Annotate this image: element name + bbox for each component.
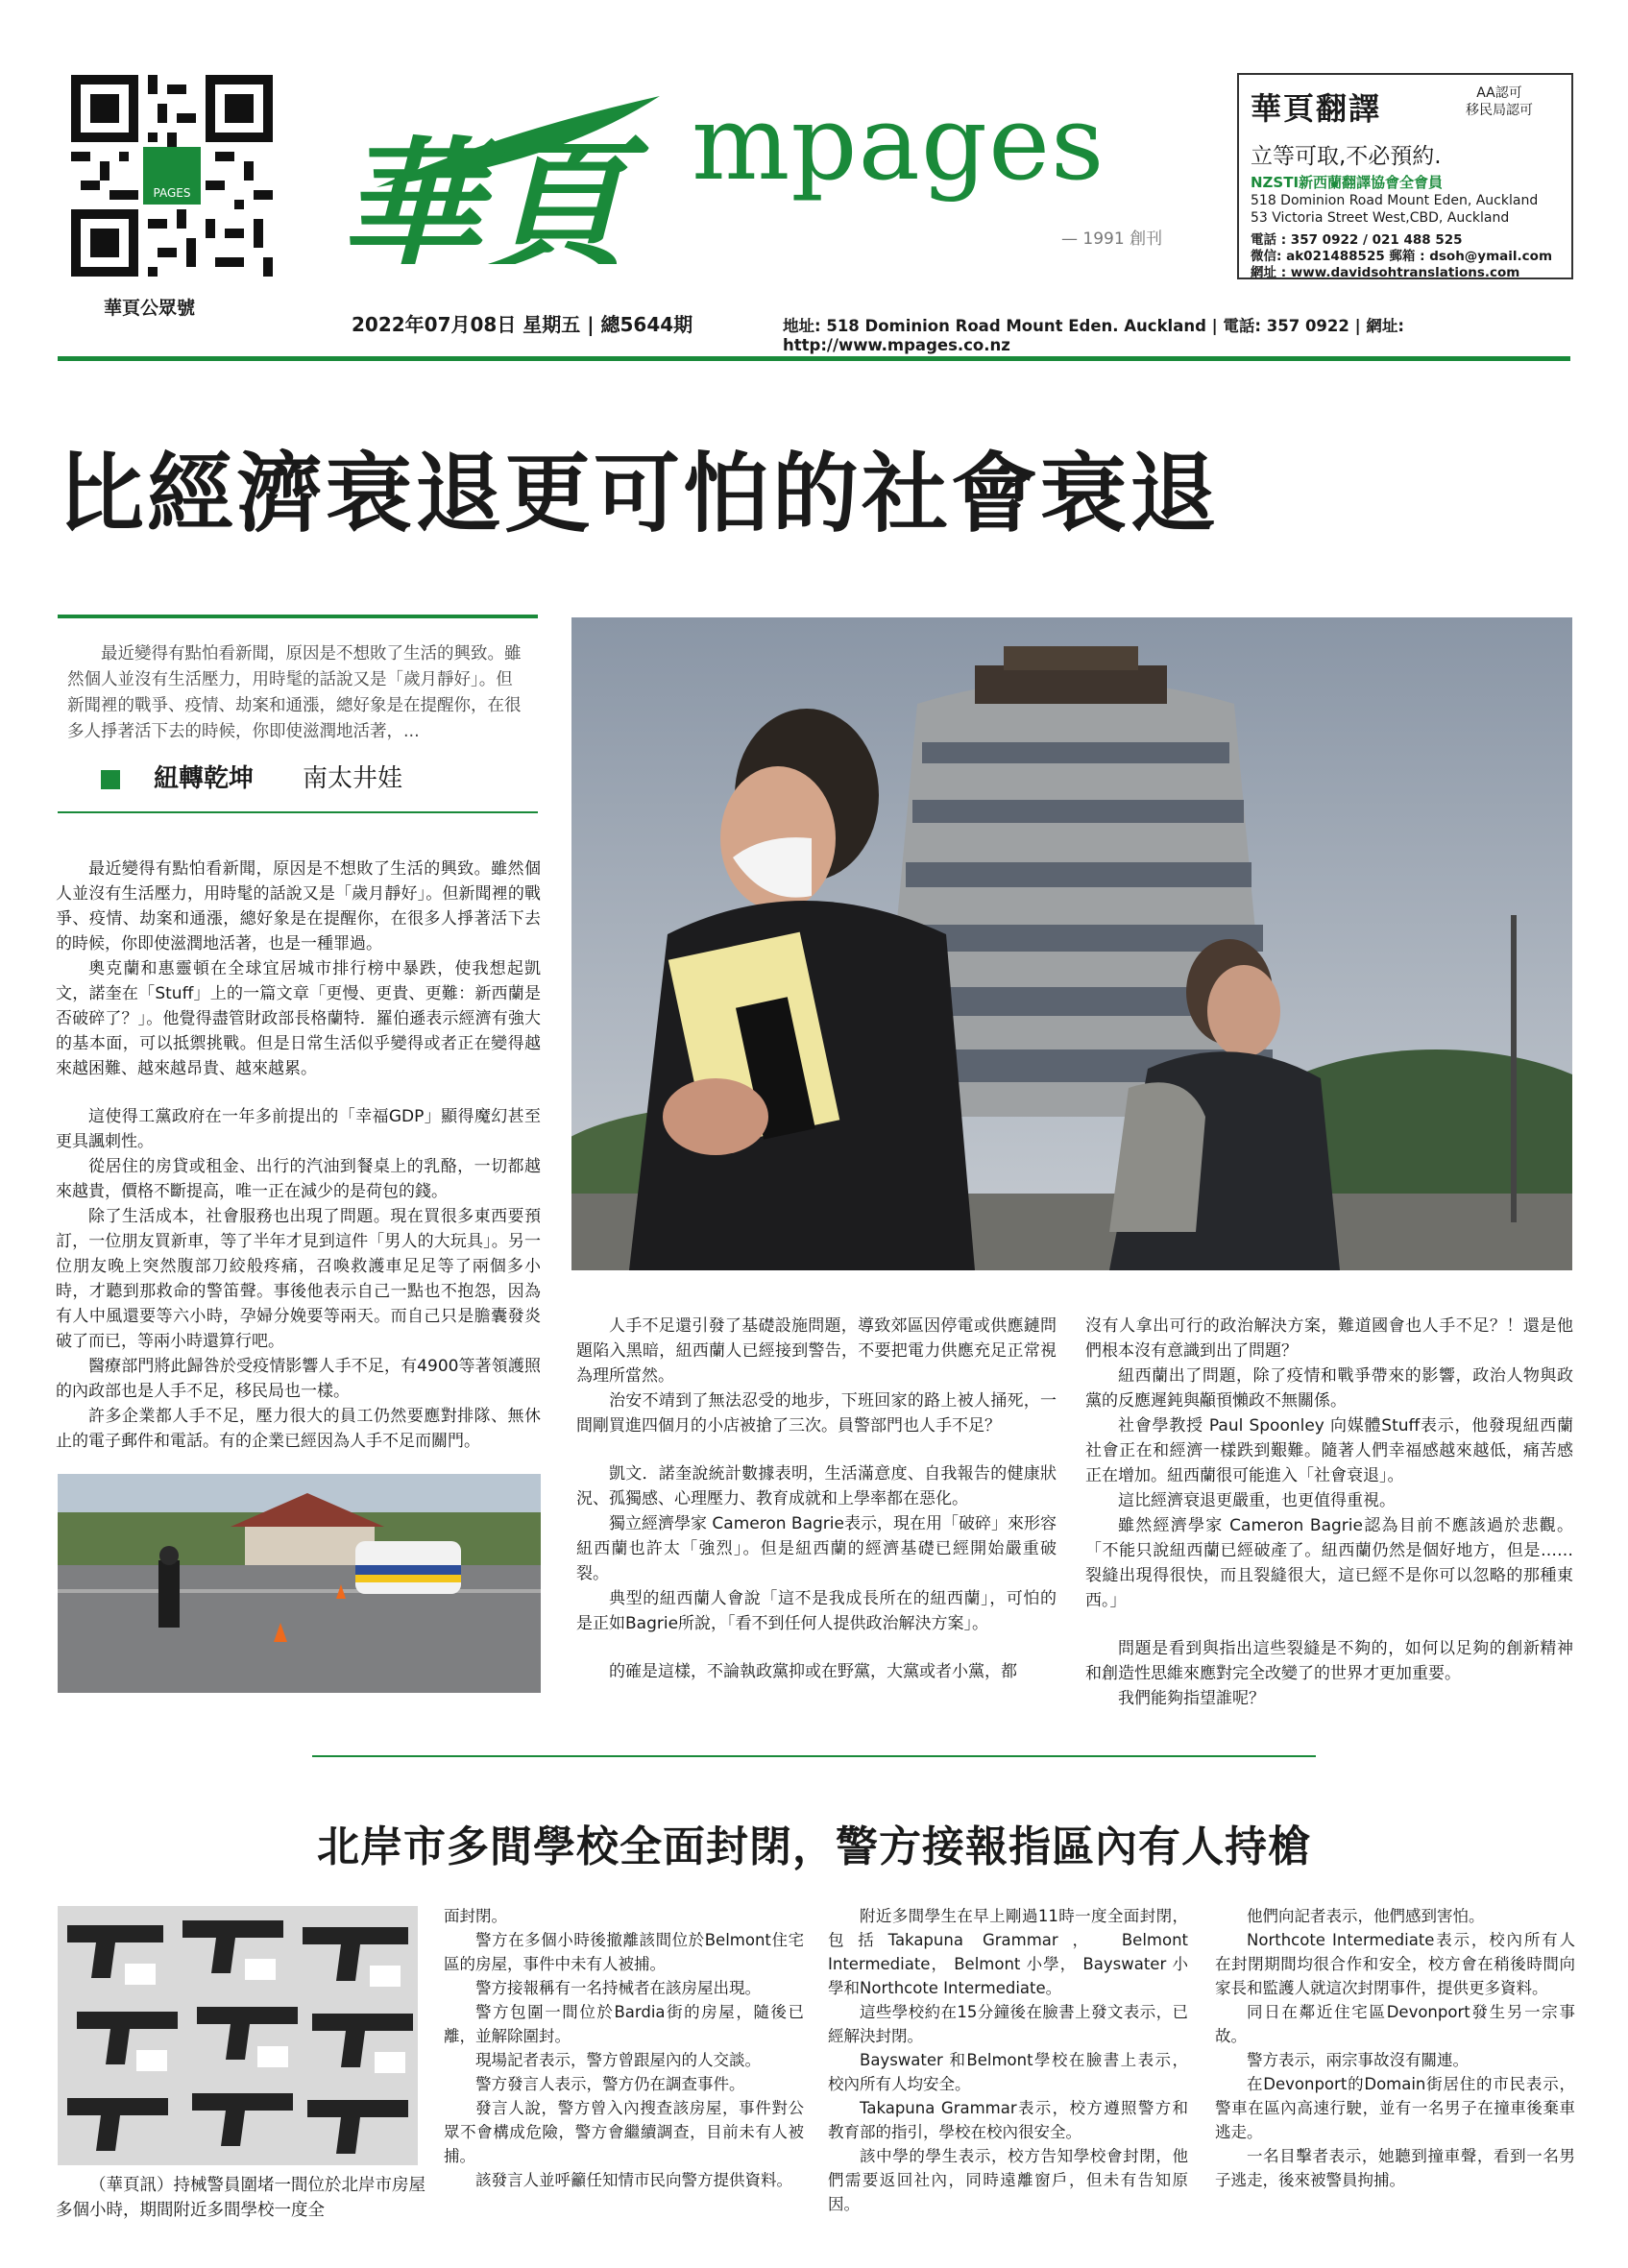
ad-wechat: 微信: ak021488525 郵箱 : dsoh@ymail.com — [1251, 249, 1553, 264]
ad-title: 華頁翻譯 — [1251, 90, 1382, 127]
paragraph: 這比經濟衰退更嚴重，也更值得重視。 — [1118, 1491, 1396, 1510]
ad-website: 網址 : www.davidsohtranslations.com — [1251, 265, 1520, 280]
paragraph: 我們能夠指望誰呢？ — [1118, 1689, 1265, 1708]
paragraph: 除了生活成本，社會服務也出現了問題。現在買很多東西要預訂，一位朋友買新車，等了半年才見到這件「男人的大玩具」。另一位朋友晚上突然腹部刀絞般疼痛，召喚救護車足足等了兩個多小時，才聽到那救命的警笛聲。事後他表示自己一點也不抱怨，因為有人中風還要等六小時，孕婦分娩要等兩天。而自己只是膽囊發炎破了而已，等兩小時還算行吧。 — [56, 1207, 541, 1351]
masthead-address: 地址: 518 Dominion Road Mount Eden. Auckland | 電話: 357 0922 | 網址: http://www.mpages.co.nz — [783, 317, 1404, 354]
article2-column2 — [828, 1904, 1188, 2216]
ad-badge-line1: AA認可 — [1476, 85, 1522, 101]
paragraph: 該發言人並呼籲任知情市民向警方提供資料。 — [475, 2171, 792, 2189]
paragraph: 許多企業都人手不足，壓力很大的員工仍然要應對排隊、無休止的電子郵件和電話。有的企業已經因為人手不足而關門。 — [56, 1407, 541, 1451]
guns-photo — [58, 1906, 418, 2165]
issue-date: 2022年07月08日 星期五 | 總5644期 — [352, 313, 693, 336]
article1-column2 — [576, 1314, 1057, 1684]
ad-slogan: 立等可取,不必預約. — [1251, 144, 1442, 169]
police-photo — [58, 1474, 541, 1693]
paragraph: 雖然經濟學家 Cameron Bagrie認為目前不應該過於悲觀。「不能只說紐西蘭已經破產了。紐西蘭仍然是個好地方，但是……裂縫出現得很快，而且裂縫很大，這已經不是你可以忽略的那種東西。」 — [1085, 1516, 1573, 1610]
paragraph: 問題是看到與指出這些裂縫是不夠的，如何以足夠的創新精神和創造性思維來應對完全改變了的世界才更加重要。 — [1085, 1639, 1573, 1683]
paragraph: Takapuna Grammar表示，校方遵照警方和教育部的指引，學校在校內很安全。 — [828, 2099, 1188, 2141]
paragraph: 人手不足還引發了基礎設施問題，導致郊區因停電或供應鏈問題陷入黑暗，紐西蘭人已經接到警告，不要把電力供應充足正常視為理所當然。 — [576, 1316, 1057, 1386]
photo-caption: （華頁訊）持械警員圍堵一間位於北岸市房屋多個小時，期間附近多間學校一度全 — [56, 2176, 425, 2220]
column-name: 紐轉乾坤 — [154, 764, 255, 793]
paragraph: 醫療部門將此歸咎於受疫情影響人手不足，有4900等著領護照的內政部也是人手不足，移民局也一樣。 — [56, 1357, 541, 1401]
author-name: 南太井娃 — [303, 764, 403, 793]
qr-logo-label: PAGES — [153, 186, 191, 200]
lead-top-rule — [58, 615, 538, 618]
paragraph: 附近多間學生在早上剛過11時一度全面封閉，包括Takapuna Grammar， Belmont Intermediate， Belmont 小學， Bayswater 小學和Northcote Intermediate。 — [828, 1907, 1188, 1997]
paragraph: 這些學校約在15分鐘後在臉書上發文表示，已經解決封閉。 — [828, 2003, 1188, 2045]
paragraph: 最近變得有點怕看新聞，原因是不想敗了生活的興致。雖然個人並沒有生活壓力，用時髦的話說又是「歲月靜好」。但新聞裡的戰爭、疫情、劫案和通漲，總好象是在提醒你，在很多人掙著活下去的時候，你即使滋潤地活著，也是一種罪過。 — [56, 859, 541, 953]
article2-column1 — [444, 1904, 804, 2192]
since-label: — 1991 創刊 — [1061, 229, 1163, 249]
paragraph: 他們向記者表示，他們感到害怕。 — [1247, 1907, 1485, 1925]
byline-square-icon — [101, 770, 120, 789]
paragraph: 一名目擊者表示，她聽到撞車聲，看到一名男子逃走，後來被警員拘捕。 — [1215, 2147, 1575, 2189]
paragraph: 沒有人拿出可行的政治解決方案，難道國會也人手不足？！還是他們根本沒有意識到出了問題？ — [1085, 1316, 1573, 1361]
paragraph: 這使得工黨政府在一年多前提出的「幸福GDP」顯得魔幻甚至更具諷刺性。 — [56, 1107, 541, 1151]
paragraph: Northcote Intermediate表示，校內所有人在封閉期間均很合作和安全，校方會在稍後時間向家長和監護人就這次封閉事件，提供更多資料。 — [1215, 1931, 1575, 1997]
paragraph: 警方表示，兩宗事故沒有關連。 — [1247, 2051, 1469, 2069]
qr-caption: 華頁公眾號 — [104, 298, 196, 319]
paragraph: 警方接報稱有一名持械者在該房屋出現。 — [475, 1979, 761, 1997]
paragraph: 獨立經濟學家 Cameron Bagrie表示，現在用「破碎」來形容紐西蘭也許太「強烈」。但是紐西蘭的經濟基礎已經開始嚴重破裂。 — [576, 1514, 1057, 1583]
ad-address1: 518 Dominion Road Mount Eden, Auckland — [1251, 193, 1539, 208]
paragraph: 面封閉。 — [444, 1907, 507, 1925]
paragraph: 同日在鄰近住宅區Devonport發生另一宗事故。 — [1215, 2003, 1575, 2045]
article1-column3 — [1085, 1314, 1573, 1711]
parliament-photo — [571, 617, 1572, 1270]
paragraph: 紐西蘭出了問題，除了疫情和戰爭帶來的影響，政治人物與政黨的反應遲鈍與顢頇懶政不無關係。 — [1085, 1366, 1573, 1411]
lead-paragraph: 最近變得有點怕看新聞，原因是不想敗了生活的興致。雖然個人並沒有生活壓力，用時髦的話說又是「歲月靜好」。但新聞裡的戰爭、疫情、劫案和通漲，總好象是在提醒你，在很多人掙著活下去的時候，你即使滋潤地活著，... — [67, 644, 522, 741]
paragraph: 的確是這樣，不論執政黨抑或在野黨，大黨或者小黨，都 — [609, 1662, 1017, 1681]
paragraph: 奧克蘭和惠靈頓在全球宜居城市排行榜中暴跌，使我想起凱文，諾奎在「Stuff」上的一篇文章「更慢、更貴、更難：新西蘭是否破碎了？」。他覺得盡管財政部長格蘭特．羅伯遜表示經濟有強大的基本面，可以抵禦挑戰。但是日常生活似乎變得或者正在變得越來越困難、越來越昂貴、越來越累。 — [56, 959, 541, 1078]
article2-column3 — [1215, 1904, 1575, 2192]
second-headline: 北岸市多間學校全面封閉，警方接報指區內有人持槍 — [317, 1822, 1311, 1871]
logo-english: mpages — [692, 84, 1106, 204]
paragraph: 警方在多個小時後撤離該間位於Belmont住宅區的房屋，事件中未有人被捕。 — [444, 1931, 804, 1973]
paragraph: 從居住的房貸或租金、出行的汽油到餐桌上的乳酪，一切都越來越貴，價格不斷提高，唯一正在減少的是荷包的錢。 — [56, 1157, 541, 1201]
logo-chinese — [338, 96, 689, 264]
ad-phone: 電話 : 357 0922 / 021 488 525 — [1251, 232, 1463, 248]
paragraph: 典型的紐西蘭人會說「這不是我成長所在的紐西蘭」，可怕的是正如Bagrie所說，「看不到任何人提供政治解決方案」。 — [576, 1589, 1057, 1633]
translation-ad — [1237, 73, 1573, 279]
paragraph: 警方發言人表示，警方仍在調查事件。 — [475, 2075, 745, 2093]
masthead-divider — [58, 356, 1570, 361]
paragraph: 該中學的學生表示，校方告知學校會封閉，他們需要返回社內，同時遠離窗戶，但未有告知原因。 — [828, 2147, 1188, 2213]
ad-badge-line2: 移民局認可 — [1466, 103, 1533, 118]
paragraph: 現場記者表示，警方曾跟屋內的人交談。 — [475, 2051, 761, 2069]
paragraph: 凱文．諾奎說統計數據表明，生活滿意度、自我報告的健康狀況、孤獨感、心理壓力、教育成就和上學率都在惡化。 — [576, 1464, 1057, 1508]
qr-code — [71, 75, 273, 277]
paragraph: 治安不靖到了無法忍受的地步，下班回家的路上被人捅死，一間剛買進四個月的小店被搶了三次。員警部門也人手不足？ — [576, 1391, 1057, 1436]
ad-badge — [1466, 84, 1533, 119]
lead-bottom-rule — [58, 811, 538, 813]
section-divider — [312, 1755, 1316, 1757]
main-headline: 比經濟衰退更可怕的社會衰退 — [58, 444, 1219, 544]
logo-chinese-text: 華頁 — [338, 125, 627, 264]
paragraph: 警方包圍一間位於Bardia街的房屋，隨後已離，並解除圍封。 — [444, 2003, 804, 2045]
paragraph: Bayswater 和Belmont學校在臉書上表示，校內所有人均安全。 — [828, 2051, 1188, 2093]
paragraph: 社會學教授 Paul Spoonley 向媒體Stuff表示，他發現紐西蘭社會正在和經濟一樣跌到艱難。隨著人們幸福感越來越低，痛苦感正在增加。紐西蘭很可能進入「社會衰退」。 — [1085, 1416, 1573, 1485]
ad-member: NZSTI新西蘭翻譯協會全會員 — [1251, 174, 1444, 191]
article1-column1 — [56, 857, 541, 1454]
ad-address2: 53 Victoria Street West,CBD, Auckland — [1251, 210, 1510, 226]
paragraph: 發言人說，警方曾入內搜查該房屋，事件對公眾不會構成危險，警方會繼續調查，目前未有人被捕。 — [444, 2099, 804, 2165]
paragraph: 在Devonport的Domain街居住的市民表示，警車在區內高速行駛，並有一名男子在撞車後棄車逃走。 — [1215, 2075, 1575, 2141]
